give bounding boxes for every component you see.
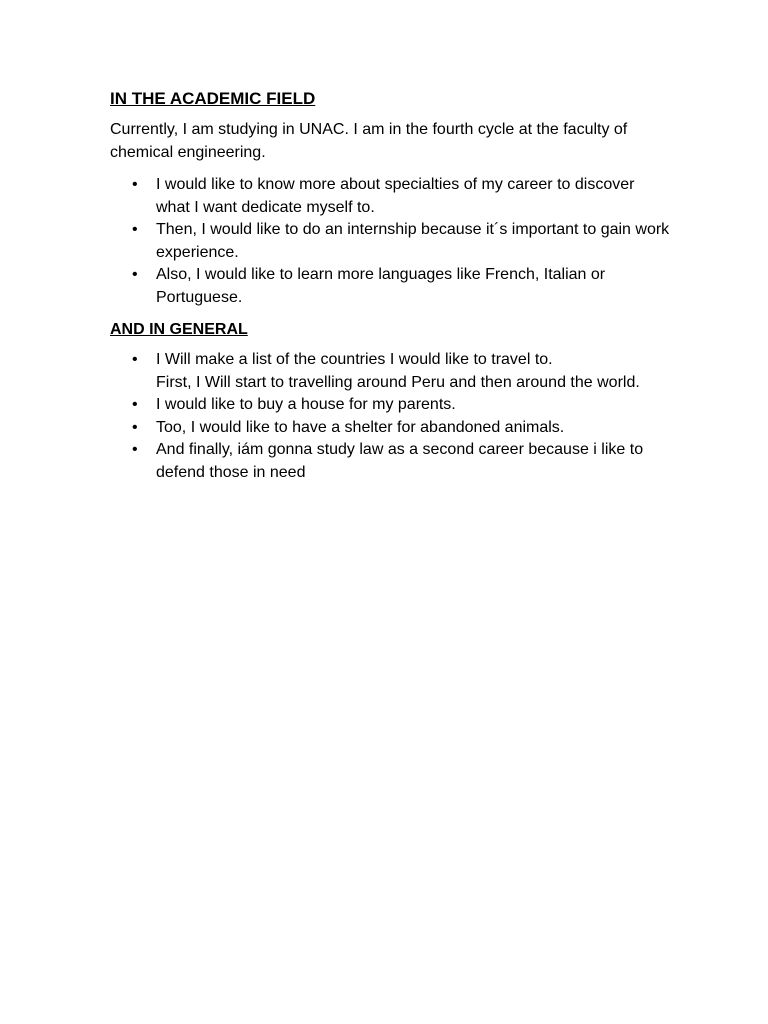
list-item bbox=[110, 264, 670, 309]
list-item bbox=[110, 174, 670, 219]
intro-paragraph: Currently, I am studying in UNAC. I am in the fourth cycle at the faculty of chemical engineering. bbox=[110, 121, 628, 161]
list-item-text-continuation: First, I Will start to travelling around Peru and then around the world. bbox=[156, 373, 640, 391]
list-item-text: Too, I would like to have a shelter for abandoned animals. bbox=[156, 418, 565, 436]
list-item-text: Then, I would like to do an internship because it´s important to gain work experience. bbox=[156, 221, 670, 261]
list-item-text: I Will make a list of the countries I would like to travel to. bbox=[156, 351, 553, 368]
list-item bbox=[110, 219, 670, 264]
document-body bbox=[110, 88, 670, 494]
list-item-text: I would like to buy a house for my parents. bbox=[156, 396, 456, 413]
list-item-text: I would like to know more about specialties of my career to discover what I want dedicate myself to. bbox=[156, 176, 635, 216]
bullet-icon: • bbox=[132, 266, 138, 283]
list-item bbox=[110, 439, 670, 484]
bullet-icon: • bbox=[132, 351, 138, 368]
bullet-icon: • bbox=[132, 176, 138, 193]
bullet-icon: • bbox=[132, 396, 138, 413]
section-heading-general: AND IN GENERAL bbox=[110, 321, 248, 338]
bullet-icon: • bbox=[132, 418, 138, 436]
list-item bbox=[110, 349, 670, 394]
section-heading-academic: IN THE ACADEMIC FIELD bbox=[110, 89, 316, 108]
bullet-icon: • bbox=[132, 221, 138, 238]
list-item-text: Also, I would like to learn more languages like French, Italian or Portuguese. bbox=[156, 266, 606, 306]
general-bullet-list bbox=[110, 349, 670, 484]
bullet-icon: • bbox=[132, 441, 138, 458]
academic-bullet-list bbox=[110, 174, 670, 309]
list-item bbox=[110, 417, 670, 440]
list-item-text: And finally, iám gonna study law as a second career because i like to defend those in need bbox=[156, 441, 644, 481]
list-item bbox=[110, 394, 670, 417]
